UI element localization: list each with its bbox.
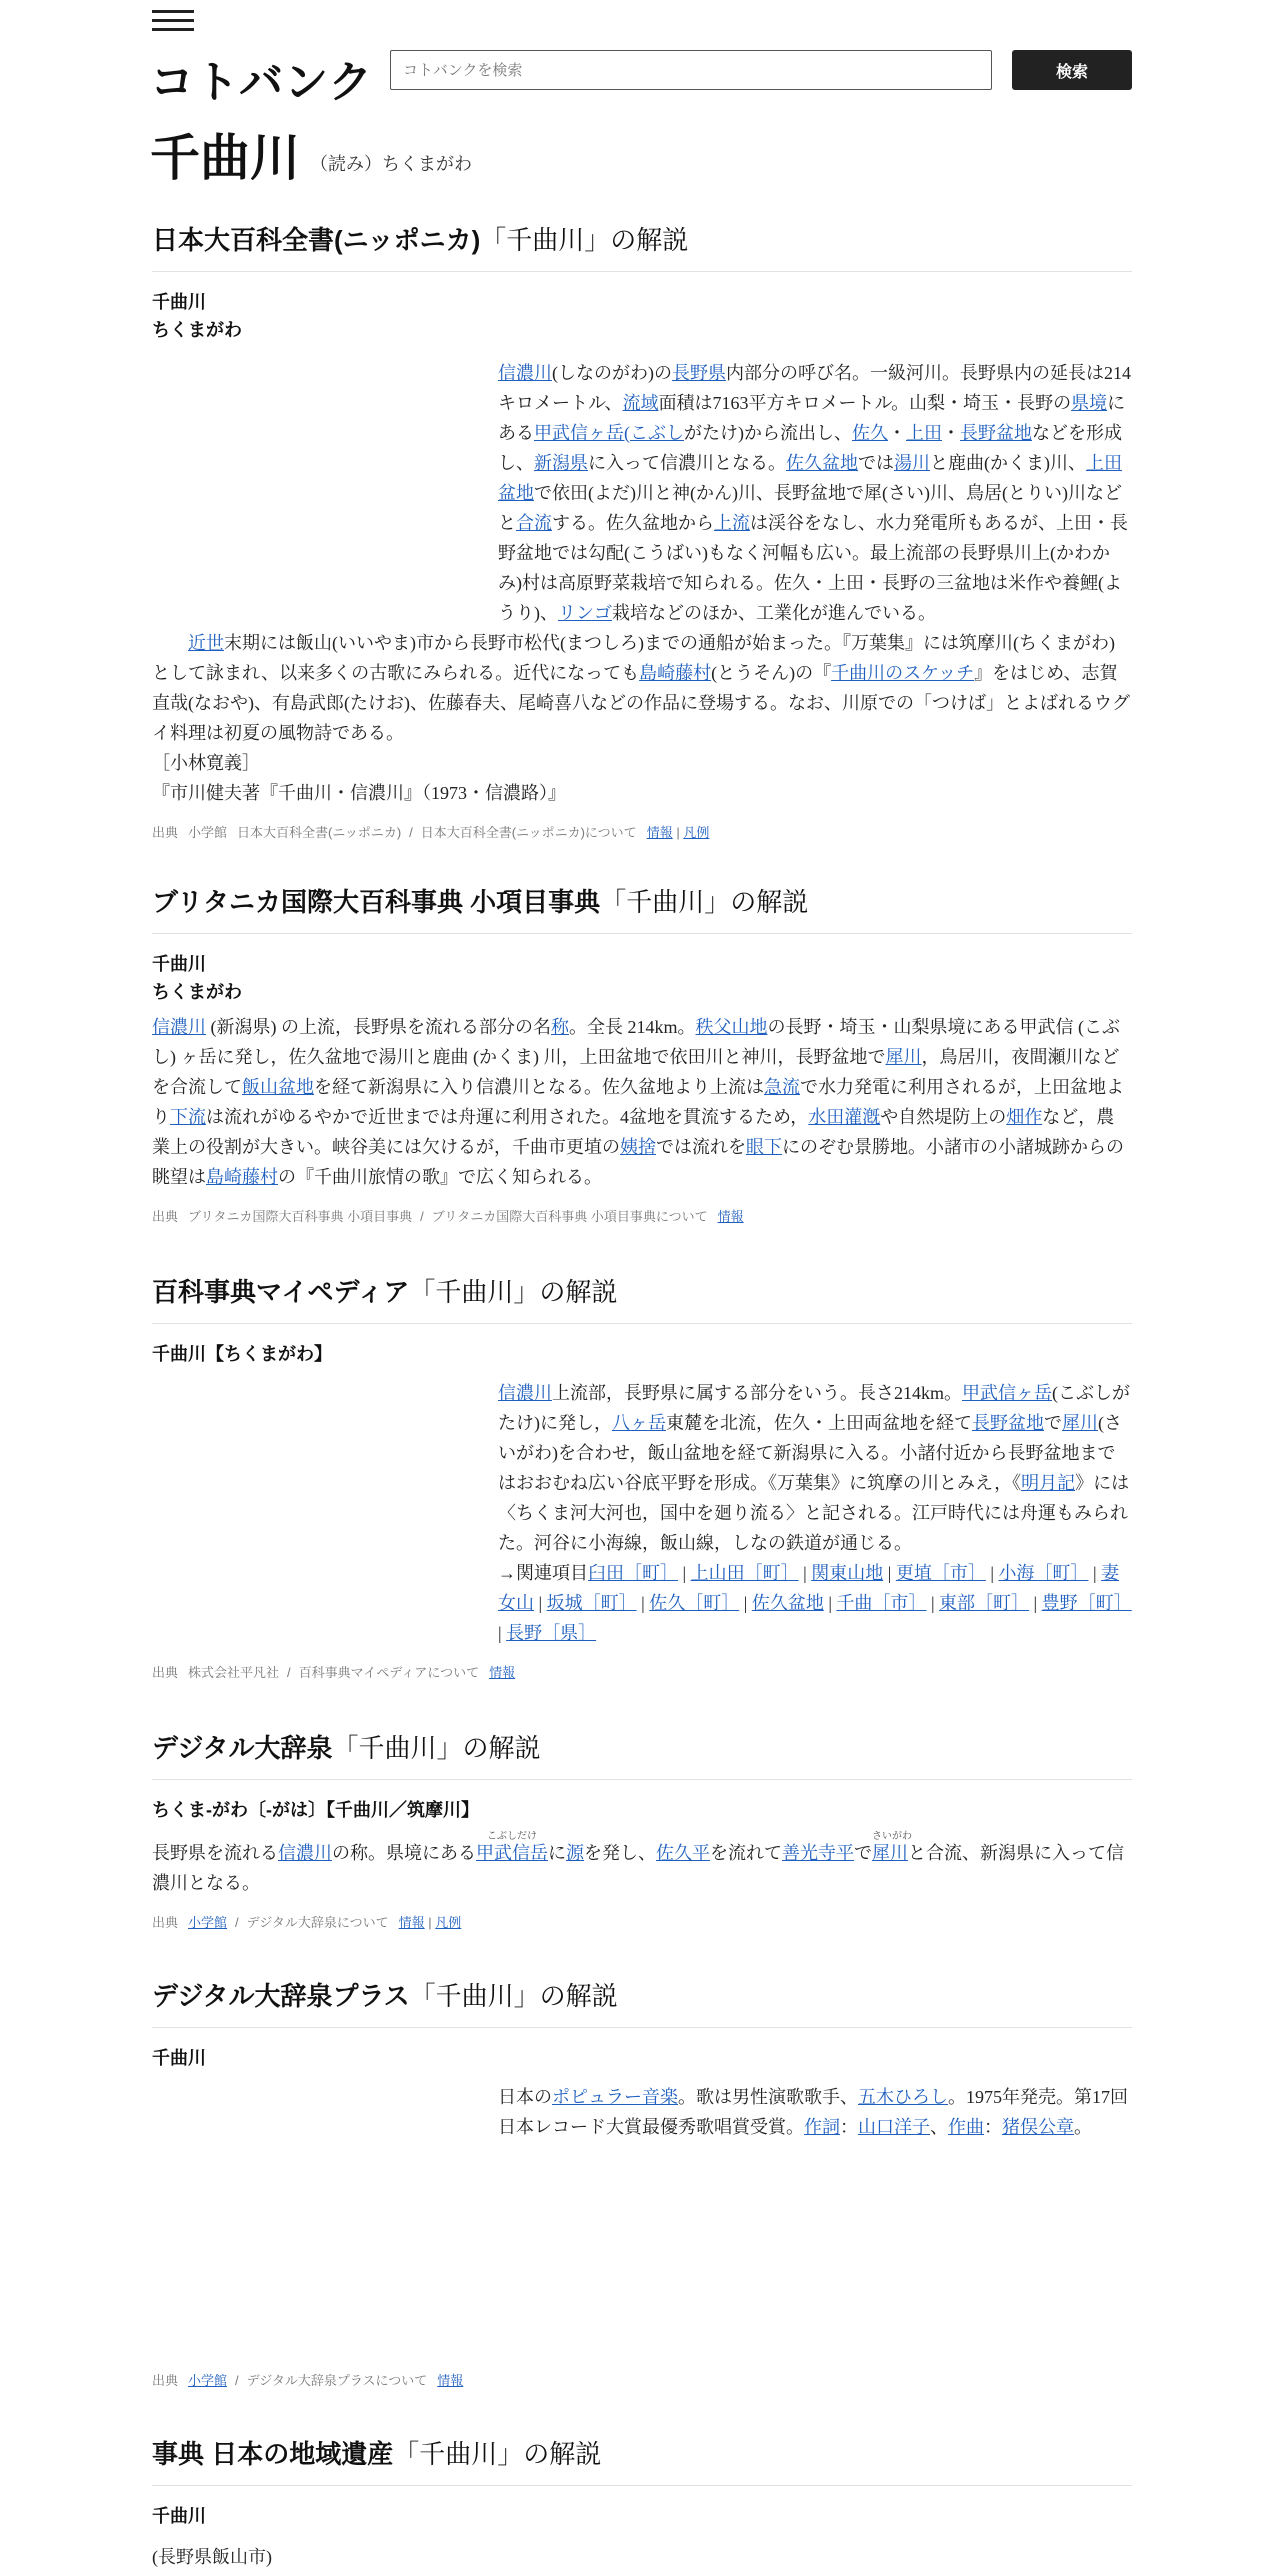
section-title: ブリタニカ国際大百科事典 小項目事典「千曲川」の解説 [152,882,1132,934]
section-britannica [152,882,1132,1225]
text-run: で水力発電に利用されるが，上田盆地より [152,1077,1124,1127]
source-line: 出典 小学館 日本大百科全書(ニッポニカ) / 日本大百科全書(ニッポニカ)について 情報 | 凡例 [152,825,710,840]
text-run: 面積は7163平方キロメートル。山梨・埼玉・長野の [658,393,1072,413]
inline-link[interactable]: 臼田［町］ [588,1563,678,1583]
inline-link[interactable]: 下流 [170,1107,206,1127]
inline-link[interactable]: 関東山地 [811,1563,884,1583]
location-note: (長野県飯山市) [152,2547,272,2567]
info-link[interactable]: 情報 [489,1665,516,1680]
text-run: に入って信濃川となる。 [588,453,786,473]
inline-link[interactable]: 上流 [714,513,750,533]
text-run: | [1029,1593,1042,1613]
text-run: ，鳥居川，夜間瀬川などを合流して [152,1047,1120,1097]
text-run: 上流部，長野県に属する部分をいう。長さ214km。 [552,1383,962,1403]
text-run: | [883,1563,896,1583]
text-run: は渓谷をなし、水力発電所もあるが、上田・長野盆地では勾配(こうばい)もなく河幅も広い。最上流部の長野県川上(かわかみ)村は高原野菜栽培で知られる。佐久・上田・長野の三盆地は米作や養鯉(ようり)、 [498,513,1128,623]
link-sakudaira[interactable]: 佐久平 [656,1843,710,1863]
ruby-text: こぶしだけ [487,1831,537,1842]
link-minamoto[interactable]: 源 [566,1843,584,1863]
text-run: (しなのがわ)の [552,363,672,383]
inline-link[interactable]: 信濃川 [498,363,552,383]
text-run: では [858,453,894,473]
inline-link[interactable]: 秩父山地 [695,1017,768,1037]
text-run: 。歌は男性演歌歌手、 [678,2087,858,2107]
body-paragraph [498,1378,1132,1558]
headword: 千曲川 [152,292,206,312]
text-run: | [926,1593,940,1613]
text-run: の『千曲川旅情の歌』で広く知られる。 [278,1167,602,1187]
text-run: | [798,1563,812,1583]
text-run: は流れがゆるやかで近世までは舟運に利用された。4盆地を貫流するため， [206,1107,809,1127]
text-run: | [498,1623,507,1643]
inline-link[interactable]: 犀川 [885,1047,922,1067]
page-title: 千曲川 [150,130,300,186]
text-run: 日本の [498,2087,552,2107]
text-run: | [678,1563,691,1583]
inline-link[interactable]: 豊野［町］ [1041,1593,1132,1613]
link-kobushi[interactable]: 甲武信岳 [476,1843,548,1863]
inline-link[interactable]: 作詞 [804,2117,840,2137]
inline-link[interactable]: 近世 [188,633,224,653]
section-daijisen-plus [152,1976,1132,2142]
inline-link[interactable]: 飯山盆地 [242,1077,314,1097]
inline-link[interactable]: 流域 [622,393,659,413]
inline-link[interactable]: 水田灌漑 [808,1107,881,1127]
inline-link[interactable]: 山口洋子 [858,2117,930,2137]
inline-link[interactable]: 姨捨 [620,1137,656,1157]
headword: 千曲川 [152,2048,206,2068]
text-run: 、 [930,2117,948,2137]
source-line: 出典 ブリタニカ国際大百科事典 小項目事典 / ブリタニカ国際大百科事典 小項目事典について 情報 [152,1209,744,1224]
inline-link[interactable]: 長野盆地 [972,1413,1044,1433]
inline-link[interactable]: 更埴［市］ [895,1563,986,1583]
inline-link[interactable]: 長野県 [672,363,726,383]
publisher-link[interactable]: 小学館 [188,1915,228,1930]
section-mypedia [152,1272,1132,1681]
section-daijisen [152,1728,1132,1931]
text-run: 内部分の呼び名。一級河川。長野県内の延長は214キロメートル、 [498,363,1131,413]
text-run: ・ [942,423,960,443]
text-run: 。全長 214km。 [569,1017,696,1037]
text-run: にのぞむ景勝地。小諸市の小諸城跡からの眺望は [152,1137,1124,1187]
legend-link[interactable]: 凡例 [435,1915,462,1930]
reference: 『市川健夫著『千曲川・信濃川』（1973・信濃路）』 [152,783,566,803]
headword: 千曲川【ちくまがわ】 [152,1344,332,1364]
text-run: ・ [888,423,906,443]
text-run: にある [498,393,1126,443]
section-title: 事典 日本の地域遺産「千曲川」の解説 [152,2434,1132,2486]
text-run: | [1088,1563,1102,1583]
inline-link[interactable]: 信濃川 [152,1017,206,1037]
inline-link[interactable]: 千曲［市］ [836,1593,927,1613]
body-paragraph [498,358,1132,628]
inline-link[interactable]: 島崎藤村 [206,1167,278,1187]
inline-link[interactable]: 坂城［町］ [546,1593,637,1613]
inline-link[interactable]: 八ヶ岳 [612,1413,666,1433]
inline-link[interactable]: 佐久盆地 [786,453,858,473]
text-run: | [636,1593,650,1613]
text-run: | [823,1593,837,1613]
text-run: | [985,1563,999,1583]
site-logo[interactable]: コトバンク [150,58,374,107]
link-saigawa[interactable]: 犀川 [872,1843,908,1863]
source-line: 出典 株式会社平凡社 / 百科事典マイペディアについて 情報 [152,1665,516,1680]
inline-link[interactable]: 上田 [906,423,942,443]
text-run: する。佐久盆地から [552,513,714,533]
link-zenkojidaira[interactable]: 善光寺平 [782,1843,854,1863]
inline-link[interactable]: 畑作 [1006,1107,1043,1127]
inline-link[interactable]: 作曲 [948,2117,984,2137]
inline-link[interactable]: 合流 [516,513,552,533]
text-run: など，農業上の役割が大きい。峡谷美には欠けるが，千曲市更埴の [152,1107,1115,1157]
headword-reading: ちくまがわ [152,982,242,1002]
source-line: 出典 小学館 / デジタル大辞泉プラスについて 情報 [152,2373,464,2388]
inline-link[interactable]: 称 [551,1017,569,1037]
text-run: の長野・埼玉・山梨県境にある甲武信 (こぶし) ヶ岳に発し，佐久盆地で湯川と鹿曲 (かくま) 川，上田盆地で依田川と神川，長野盆地で [152,1017,1121,1067]
page-reading: （読み）ちくまがわ [310,154,472,174]
link-shinano[interactable]: 信濃川 [278,1843,332,1863]
text-run: で依田(よだ)川と神(かん)川、長野盆地で犀(さい)川、鳥居(とりい)川などと [498,483,1122,533]
inline-link[interactable]: 小海［町］ [998,1563,1089,1583]
headword: ちくま‐がわ〔‐がは〕【千曲川／筑摩川】 [152,1800,479,1820]
text-run: ： [984,2117,1002,2137]
info-link[interactable]: 情報 [437,2373,464,2388]
section-title: 日本大百科全書(ニッポニカ)「千曲川」の解説 [152,220,1132,272]
info-link[interactable]: 情報 [398,1915,425,1930]
inline-link[interactable]: 県境 [1071,393,1108,413]
inline-link[interactable]: 佐久［町］ [649,1593,740,1613]
ruby-text: さいがわ [872,1831,912,1842]
body-paragraph: 長野県を流れる信濃川の称。県境にある こぶしだけ 甲武信岳に源を発し、佐久平を流れて善光寺平で さいがわ 犀川と合流、新潟県に入って信濃川となる。 [152,1838,1132,1898]
text-run: (新潟県) の上流，長野県を流れる部分の名 [206,1017,551,1037]
legend-link[interactable]: 凡例 [683,825,710,840]
text-run: で [1044,1413,1062,1433]
inline-link[interactable]: リンゴ [558,603,612,623]
section-regional-heritage [152,2434,1132,2568]
headword: 千曲川 [152,2506,206,2526]
inline-link[interactable]: 明月記 [1021,1473,1076,1493]
section-title: デジタル大辞泉「千曲川」の解説 [152,1728,1132,1780]
text-run: 。1975年発売。第17回日本レコード大賞最優秀歌唱賞受賞。 [498,2087,1128,2137]
info-link[interactable]: 情報 [646,825,673,840]
inline-link[interactable]: 新潟県 [534,453,588,473]
body-paragraph [498,2082,1132,2142]
inline-link[interactable]: 東部［町］ [939,1593,1030,1613]
body-paragraph [152,1012,1132,1192]
inline-link[interactable]: 長野［県］ [506,1623,597,1643]
text-run: 。 [1074,2117,1092,2137]
inline-link[interactable]: 上田盆地 [498,453,1122,503]
inline-link[interactable]: 甲武信ヶ岳(こぶし [534,423,684,443]
search-button[interactable]: 検索 [1012,50,1132,90]
inline-link[interactable]: 信濃川 [498,1383,552,1403]
text-run: と鹿曲(かくま)川、 [930,453,1086,473]
text-run: 東麓を北流，佐久・上田両盆地を経て [666,1413,972,1433]
text-run: | [739,1593,752,1613]
related-items [498,1558,1132,1648]
menu-icon[interactable] [152,8,194,34]
inline-link[interactable]: ポピュラー音楽 [552,2087,678,2107]
text-run: | [534,1593,547,1613]
inline-link[interactable]: 島崎藤村 [639,663,712,683]
inline-link[interactable]: 甲武信ヶ岳 [962,1383,1052,1403]
text-run: 》には〈ちくま河大河也，国中を廻り流る〉と記される。江戸時代には舟運もみられた。河谷に小海線，飯山線，しなの鉄道が通じる。 [498,1473,1130,1553]
text-run: 栽培などのほか、工業化が進んでいる。 [612,603,936,623]
inline-link[interactable]: 眼下 [746,1137,782,1157]
text-run: では流れを [656,1137,746,1157]
body-paragraph [152,628,1132,748]
author: ［小林寛義］ [152,753,260,773]
inline-link[interactable]: 佐久盆地 [751,1593,824,1613]
inline-link[interactable]: 湯川 [894,453,930,473]
inline-link[interactable]: 猪俣公章 [1002,2117,1074,2137]
inline-link[interactable]: 長野盆地 [960,423,1032,443]
inline-link[interactable]: 五木ひろし [858,2087,948,2107]
text-run: 末期には飯山(いいやま)市から長野市松代(まつしろ)までの通船が始まった。『万葉集』には筑摩川(ちくまがわ)として詠まれ、以来多くの古歌にみられる。近代になっても [152,633,1115,683]
search-input[interactable] [390,50,992,90]
inline-link[interactable]: 千曲川のスケッチ [831,663,975,683]
inline-link[interactable]: 妻女山 [498,1563,1120,1613]
inline-link[interactable]: 佐久 [852,423,888,443]
publisher-link[interactable]: 小学館 [188,2373,228,2388]
inline-link[interactable]: 犀川 [1062,1413,1098,1433]
headword-reading: ちくまがわ [152,320,242,340]
section-title: デジタル大辞泉プラス「千曲川」の解説 [152,1976,1132,2028]
section-nipponica [152,220,1132,841]
text-run: (こぶしがたけ)に発し， [498,1383,1130,1433]
text-run: ： [840,2117,858,2137]
inline-link[interactable]: 上山田［町］ [690,1563,799,1583]
inline-link[interactable]: 急流 [764,1077,800,1097]
text-run: 』をはじめ、志賀直哉(なおや)、有島武郎(たけお)、佐藤春夫、尾崎喜八などの作品に登場する。なお、川原での「つけば」とよばれるウグイ料理は初夏の風物詩である。 [152,663,1130,743]
headword: 千曲川 [152,954,206,974]
text-run: がたけ)から流出し、 [684,423,852,443]
text-run: や自然堤防上の [880,1107,1007,1127]
text-run: (とうそん)の『 [711,663,832,683]
text-run: などを形成し、 [498,423,1122,473]
source-line: 出典 小学館 / デジタル大辞泉について 情報 | 凡例 [152,1915,462,1930]
text-run: →関連項目 [498,1563,588,1583]
text-run: (さいがわ)を合わせ，飯山盆地を経て新潟県に入る。小諸付近から長野盆地まではおおむね広い谷底平野を形成。《万葉集》に筑摩の川とみえ，《 [498,1413,1122,1493]
section-title: 百科事典マイペディア「千曲川」の解説 [152,1272,1132,1324]
info-link[interactable]: 情報 [717,1209,744,1224]
text-run: を経て新潟県に入り信濃川となる。佐久盆地より上流は [314,1077,764,1097]
